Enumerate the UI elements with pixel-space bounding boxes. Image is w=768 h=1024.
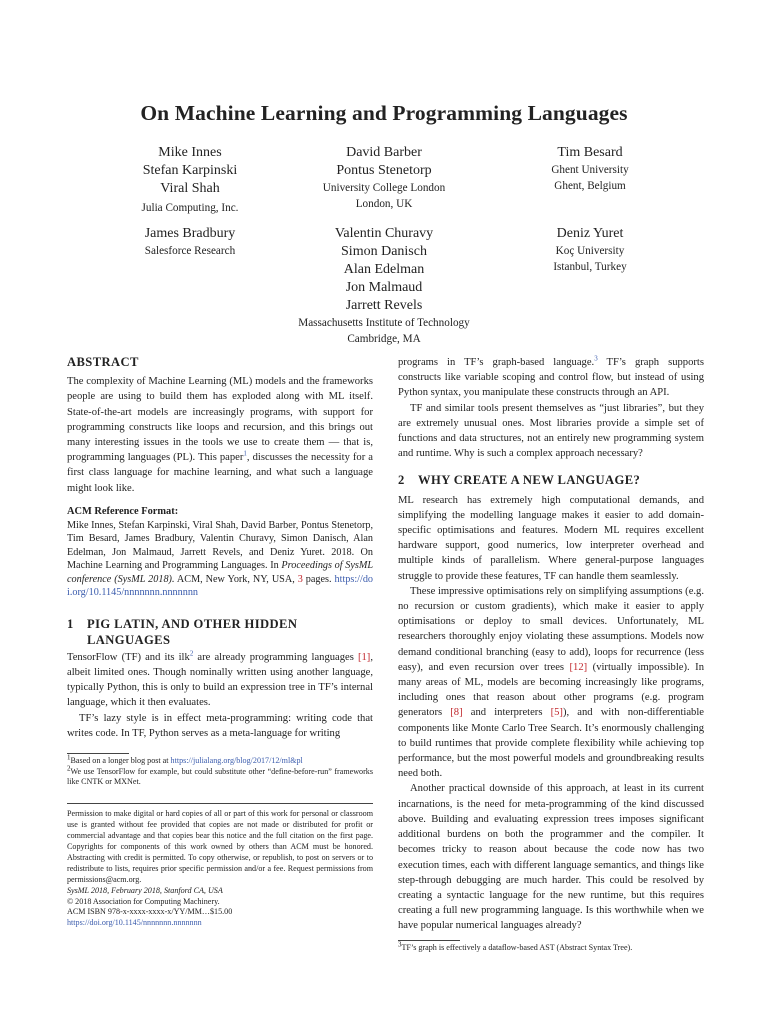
section1-title-line2: LANGUAGES bbox=[87, 632, 171, 647]
s1p1-text: TensorFlow (TF) and its ilk bbox=[67, 651, 190, 663]
author-group-mit bbox=[264, 225, 504, 347]
paper-title: On Machine Learning and Programming Languages bbox=[140, 101, 628, 125]
rp1-text: TF’s graph supports constructs like variable scoping and control flow, but instead of using Python syntax, you manipulate these constructs through an API. bbox=[398, 357, 704, 399]
s2p2-text: and interpreters bbox=[462, 707, 551, 719]
acm-ref-doi-link[interactable]: https://doi.org/10.1145/nnnnnnn.nnnnnnn bbox=[67, 573, 374, 599]
author-affiliation: Julia Computing, Inc. bbox=[141, 202, 239, 214]
permission-copyright: © 2018 Association for Computing Machinery. bbox=[67, 896, 220, 906]
section1-paragraph1 bbox=[67, 650, 373, 711]
citation-link[interactable]: [1] bbox=[357, 651, 371, 663]
author-group-salesforce bbox=[95, 225, 285, 259]
author-name: Stefan Karpinski bbox=[142, 163, 238, 178]
citation-link[interactable]: [8] bbox=[450, 707, 463, 719]
author-name: Valentin Churavy bbox=[334, 226, 434, 241]
section2-paragraph2 bbox=[398, 584, 704, 782]
right-paragraph1 bbox=[398, 355, 704, 401]
acm-ref-body: Mike Innes, Stefan Karpinski, Viral Shah, David Barber, Pontus Stenetorp, Tim Besard, James Bradbury, Valentin Churavy, Simon Danisch, Alan Edelman, Jon Malmaud, Jarrett Revels, and Deniz Yuret. 2018. On Machine Learning and Programming Languages. In bbox=[67, 520, 373, 572]
abstract-body: The complexity of Machine Learning (ML) models and the frameworks people are using to build them has exploded along with ML itself. State-of-the-art models are increasingly programs, with support for programming constructs like loops and recursion, and this brings out many interesting issues in the tools we use to create them — that is, programming languages (PL). This paper bbox=[67, 376, 373, 464]
author-group-julia bbox=[95, 144, 285, 216]
section2-number: 2 bbox=[398, 473, 405, 488]
s1p1-text: are already programming languages bbox=[193, 651, 358, 663]
abstract-body-end: , discusses the necessity for a first class language for machine learning, and what such a language might look like. bbox=[67, 452, 373, 494]
footnote-text: Based on a longer blog post at bbox=[70, 756, 171, 766]
footnote-number: 3 bbox=[398, 939, 402, 948]
author-affiliation: Cambridge, MA bbox=[347, 333, 421, 345]
s1p1-text: , albeit limited ones. Though nominally written using another language, typically Python, this is only to build an expression tree in TF’s internal language, which it then evaluates. bbox=[67, 651, 373, 709]
acm-ref-venue: Proceedings of SysML conference (SysML 2018). bbox=[67, 560, 373, 585]
section2-heading bbox=[398, 473, 704, 488]
section1-number: 1 bbox=[67, 617, 74, 632]
author-affiliation: Ghent, Belgium bbox=[554, 180, 626, 192]
footnote-2 bbox=[67, 763, 373, 788]
footnote-text: TF’s graph is effectively a dataflow-based AST (Abstract Syntax Tree). bbox=[401, 942, 633, 952]
author-affiliation: Ghent University bbox=[551, 164, 629, 176]
footnotes-right bbox=[398, 940, 704, 953]
left-column bbox=[67, 355, 373, 929]
permission-rule bbox=[67, 803, 373, 804]
citation-link[interactable]: [12] bbox=[569, 661, 588, 673]
author-name: Simon Danisch bbox=[341, 244, 427, 259]
author-group-ucl bbox=[274, 144, 494, 212]
abstract-heading: ABSTRACT bbox=[67, 355, 139, 369]
footnotes-left bbox=[67, 753, 373, 787]
author-affiliation: Koç University bbox=[555, 245, 625, 257]
footnote-ref[interactable]: 3 bbox=[594, 354, 598, 363]
acm-ref-pages-suffix: pages. bbox=[302, 573, 335, 585]
acm-ref-label: ACM Reference Format: bbox=[67, 505, 179, 517]
section1-title-line1: PIG LATIN, AND OTHER HIDDEN bbox=[87, 617, 298, 632]
author-name: Jarrett Revels bbox=[345, 298, 423, 313]
acm-ref-publisher: ACM, New York, NY, USA, bbox=[174, 573, 298, 585]
author-affiliation: Salesforce Research bbox=[144, 245, 236, 257]
permission-block bbox=[67, 803, 373, 929]
author-affiliation: University College London bbox=[322, 182, 446, 194]
right-column bbox=[398, 355, 704, 953]
footnote-number: 1 bbox=[67, 753, 71, 762]
permission-venue: SysML 2018, February 2018, Stanford CA, USA bbox=[67, 885, 223, 895]
footnote-number: 2 bbox=[67, 763, 71, 772]
s2p2-text: (virtually impossible). In many areas of ML, models are becoming increasingly like programs, including ones that reason about other programs (e.g. program generators bbox=[398, 661, 704, 719]
permission-isbn: ACM ISBN 978-x-xxxx-xxxx-x/YY/MM…$15.00 bbox=[67, 907, 233, 917]
author-affiliation: Istanbul, Turkey bbox=[553, 261, 627, 273]
section1-paragraph2: TF’s lazy style is in effect meta-programming: writing code that writes code. In TF, Python serves as a meta-language for writing bbox=[67, 712, 373, 739]
footnote-3 bbox=[398, 939, 704, 953]
abstract-text bbox=[67, 374, 373, 496]
author-name: Viral Shah bbox=[160, 181, 220, 196]
author-group-koc bbox=[490, 225, 690, 275]
section2-paragraph3: Another practical downside of this approach, at least in its current incarnations, is the need for meta-programming of the kind discussed above. Building and evaluating expression trees imposes significant additional burdens on both the programmer and the compiler. It becomes tricky to reason about because the code now has two execution times, each with different language semantics, and things like step-through debugging are much harder. This could be resolved by creating a syntactic language for the new runtime, but this requires creating a full new programming language. Is this worthwhile when we have popular numerical languages already? bbox=[398, 783, 704, 932]
footnote-rule bbox=[398, 940, 460, 941]
section2-paragraph1: ML research has extremely high computational demands, and simplifying the modelling language makes it easier to add domain-specific optimisations and features. Modern ML requires excellent hardware support, good numerics, low interpreter overhead and multiple kinds of parallelism. Where general-purpose languages struggle to provide these features, TF can handle them seamlessly. bbox=[398, 494, 704, 582]
acm-ref-text bbox=[67, 519, 373, 599]
author-group-ghent bbox=[490, 144, 690, 194]
author-name: James Bradbury bbox=[144, 226, 236, 241]
author-affiliation: Massachusetts Institute of Technology bbox=[298, 317, 470, 329]
author-name: Deniz Yuret bbox=[556, 226, 624, 241]
section2-title: WHY CREATE A NEW LANGUAGE? bbox=[418, 473, 641, 488]
author-affiliation: London, UK bbox=[355, 198, 413, 210]
citation-link[interactable]: [5] bbox=[550, 707, 563, 719]
footnote-ref[interactable]: 1 bbox=[243, 449, 247, 458]
section1-heading bbox=[67, 617, 373, 647]
author-name: Jon Malmaud bbox=[345, 280, 423, 295]
right-paragraph2: TF and similar tools present themselves as “just libraries”, but they are extremely unusual ones. Most libraries provide a simple set of functions and data structures, not an entirely new programming system and runtime. Why is such a complex approach necessary? bbox=[398, 402, 704, 460]
s2p2-text: These impressive optimisations rely on simplifying assumptions (e.g. no recursion or custom gradients), which make it easier to apply optimisations or deploy to small devices. Unfortunately, ML researchers thoroughly enjoy violating these assumptions. Models now demand conditional branching (easy to add), loops for recurrence (less easy), and even recursion over trees bbox=[398, 585, 704, 673]
s2p2-text: ), and with non-differentiable components like Monte Carlo Tree Search. It’s enormously challenging to build runtimes that provide complete flexibility while achieving top performance, but the most powerful models and groundbreaking results need both. bbox=[398, 707, 704, 780]
rp1-text: programs in TF’s graph-based language. bbox=[398, 357, 595, 368]
author-name: Pontus Stenetorp bbox=[336, 163, 432, 178]
permission-text: Permission to make digital or hard copies of all or part of this work for personal or classroom use is granted without fee provided that copies are not made or distributed for profit or commercial advantage and that copies bear this notice and the full citation on the first page. Copyrights for components of this work owned by others than ACM must be honored. Abstracting with credit is permitted. To copy otherwise, or republish, to post on servers or to redistribute to lists, requires prior specific permission and/or a fee. Request permissions from permissions@acm.org. bbox=[67, 809, 373, 884]
author-name: Mike Innes bbox=[158, 145, 222, 160]
footnote-1 bbox=[67, 753, 373, 766]
author-name: Tim Besard bbox=[557, 145, 623, 160]
footnote-text: We use TensorFlow for example, but could substitute other “define-before-run” frameworks like CNTK or MXNet. bbox=[67, 766, 373, 786]
acm-ref-pages-link[interactable]: 3 bbox=[297, 573, 303, 585]
footnote-link[interactable]: https://julialang.org/blog/2017/12/ml&pl bbox=[170, 756, 303, 766]
author-name: Alan Edelman bbox=[343, 262, 425, 277]
author-name: David Barber bbox=[346, 145, 422, 160]
footnote-rule bbox=[67, 753, 129, 754]
footnote-ref[interactable]: 2 bbox=[189, 649, 194, 658]
permission-doi-link[interactable]: https://doi.org/10.1145/nnnnnnn.nnnnnnn bbox=[67, 918, 202, 928]
